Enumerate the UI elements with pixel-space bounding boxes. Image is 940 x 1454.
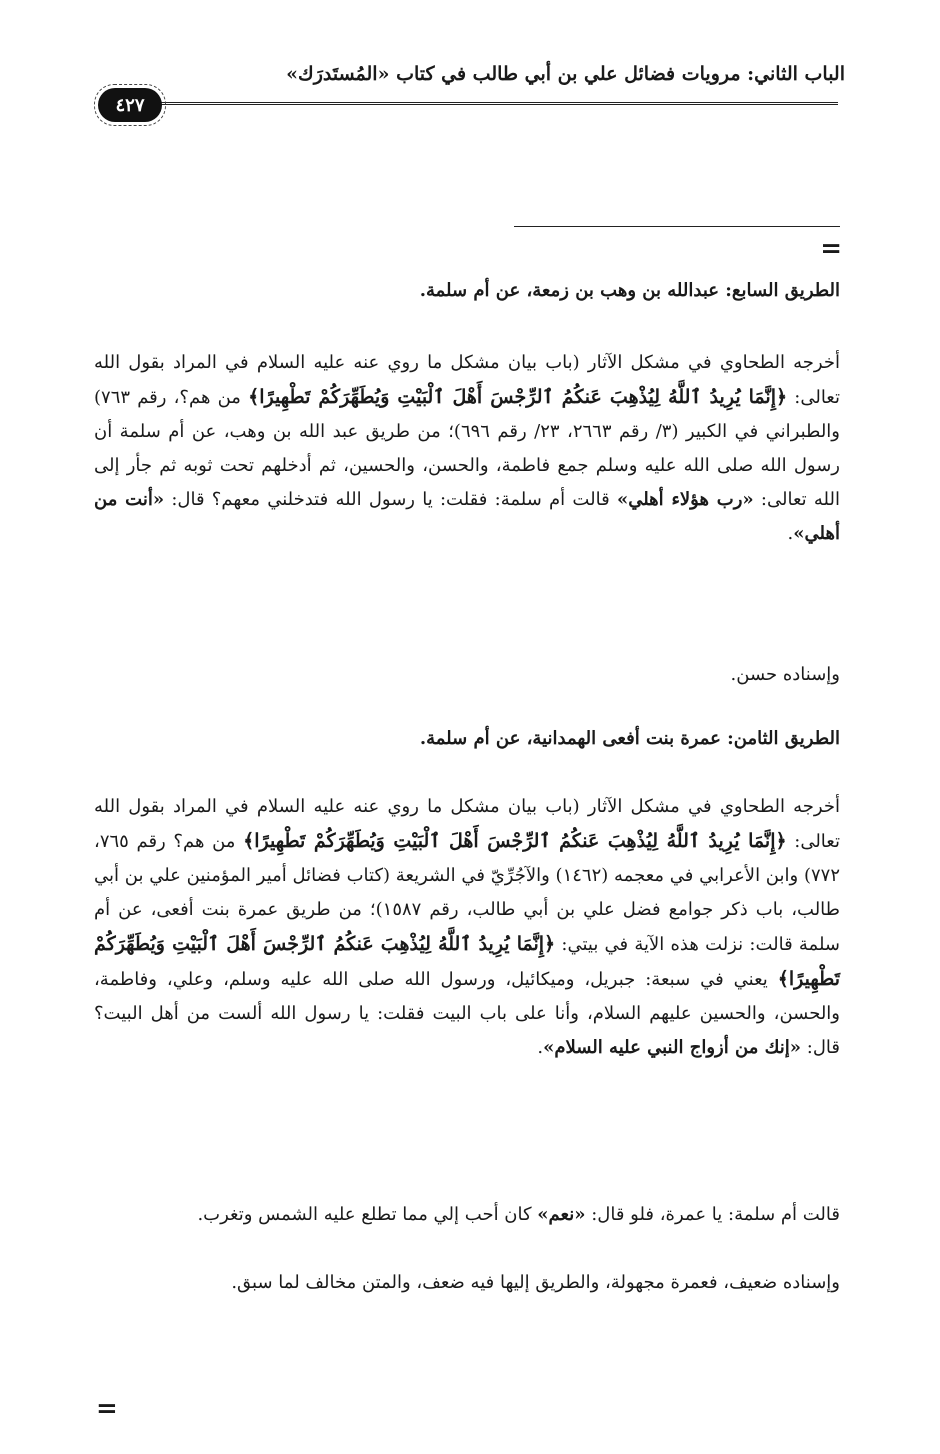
text: كان أحب إلي مما تطلع عليه الشمس وتغرب.	[197, 1204, 538, 1225]
text: يعني في سبعة: جبريل، وميكائيل، ورسول الله صلى الله عليه وسلم، وعلي، وفاطمة، والحسن، والحسين عليهم السلام، وأنا على باب البيت فقلت: يا رسول الله ألست من أهل البيت؟ قال:	[94, 969, 840, 1058]
text: .	[787, 523, 794, 544]
paragraph	[94, 346, 840, 551]
page-number-badge: ٤٢٧	[98, 88, 162, 122]
hadith-quote: «نعم»	[537, 1204, 586, 1225]
grade-text: وإسناده ضعيف، فعمرة مجهولة، والطريق إليها فيه ضعف، والمتن مخالف لما سبق.	[231, 1272, 840, 1293]
paragraph	[94, 1198, 840, 1232]
hadith-quote: «رب هؤلاء أهلي»	[616, 489, 754, 510]
text: من هم؟ رقم ٧٦٥، ٧٧٢) وابن الأعرابي في معجمه (١٤٦٢) والآجُرِّيّ في الشريعة (كتاب فضائل أمير المؤمنين علي بن أبي طالب، باب ذكر جوامع فضل علي بن أبي طالب، رقم ١٥٨٧)؛ من طريق عمرة بنت أفعى، عن أم سلمة قالت: نزلت هذه الآية في بيتي:	[94, 831, 840, 955]
text: قالت أم سلمة: يا عمرة، فلو قال:	[585, 1204, 840, 1225]
quran-verse: ﴿إِنَّمَا يُرِيدُ ٱللَّهُ لِيُذْهِبَ عَنكُمُ ٱلرِّجْسَ أَهْلَ ٱلْبَيْتِ وَيُطَهِّرَكُمْ تَطْهِيرًا﴾	[248, 386, 788, 408]
header-rule	[150, 102, 838, 105]
grade-text: وإسناده حسن.	[730, 664, 840, 685]
quran-verse: ﴿إِنَّمَا يُرِيدُ ٱللَّهُ لِيُذْهِبَ عَنكُمُ ٱلرِّجْسَ أَهْلَ ٱلْبَيْتِ وَيُطَهِّرَكُمْ تَطْهِيرًا﴾	[94, 933, 840, 990]
section-7-heading	[94, 274, 840, 308]
text: قالت أم سلمة: فقلت: يا رسول الله فتدخلني معهم؟ قال:	[164, 489, 617, 510]
section-8-heading	[94, 722, 840, 756]
section-7-paragraph	[94, 346, 840, 551]
hadith-quote: «إنك من أزواج النبي عليه السلام»	[543, 1037, 802, 1058]
section-7-grade	[94, 658, 840, 692]
heading-text: الطريق الثامن: عمرة بنت أفعى الهمدانية، عن أم سلمة.	[419, 728, 840, 749]
section-8-paragraph-2	[94, 1198, 840, 1232]
section-separator	[514, 226, 840, 227]
text: أخرجه الطحاوي في مشكل الآثار (باب بيان مشكل ما روي عنه عليه السلام في المراد بقول الله تعالى:	[94, 352, 841, 408]
running-header-title: الباب الثاني: مرويات فضائل علي بن أبي طالب في كتاب «المُستَدرَك»	[286, 63, 845, 85]
paragraph	[94, 790, 840, 1065]
quran-verse: ﴿إِنَّمَا يُرِيدُ ٱللَّهُ لِيُذْهِبَ عَنكُمُ ٱلرِّجْسَ أَهْلَ ٱلْبَيْتِ وَيُطَهِّرَكُمْ تَطْهِيرًا﴾	[243, 830, 787, 852]
text: .	[537, 1037, 544, 1058]
heading-text: الطريق السابع: عبدالله بن وهب بن زمعة، عن أم سلمة.	[419, 280, 840, 301]
continuation-mark-top: =	[820, 234, 842, 264]
section-8-paragraph	[94, 790, 840, 1065]
section-8-grade	[94, 1266, 840, 1300]
text: من هم؟، رقم ٧٦٣) والطبراني في الكبير (٣/ رقم ٢٦٦٣، ٢٣/ رقم ٦٩٦)؛ من طريق عبد الله بن وهب، عن أم سلمة أن رسول الله صلى الله عليه وسلم جمع فاطمة، والحسن، والحسين، ثم أدخلهم تحت ثوبه ثم جأر إلى الله تعالى:	[94, 387, 840, 510]
text: أخرجه الطحاوي في مشكل الآثار (باب بيان مشكل ما روي عنه عليه السلام في المراد بقول الله تعالى:	[94, 796, 840, 852]
hadith-quote: «أنت من أهلي»	[94, 489, 840, 544]
continuation-mark-bottom: =	[96, 1394, 118, 1424]
